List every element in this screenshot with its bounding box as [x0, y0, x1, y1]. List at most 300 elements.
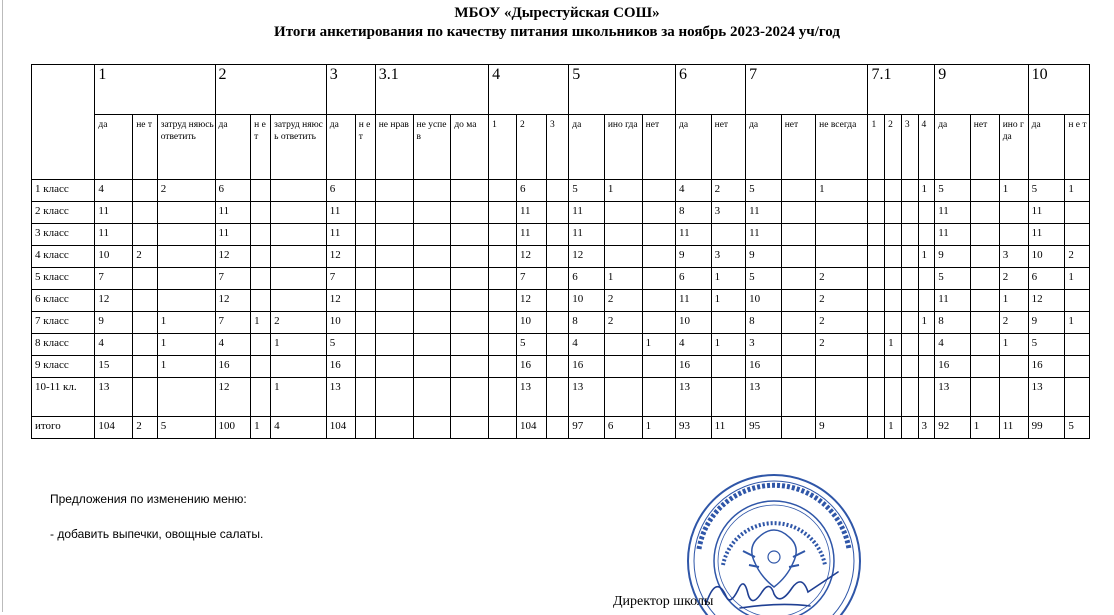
table-cell: [271, 224, 327, 246]
table-cell: 13: [326, 378, 355, 417]
table-cell: 8: [676, 202, 712, 224]
table-cell: 1: [251, 312, 271, 334]
table-cell: [970, 334, 999, 356]
table-cell: 13: [935, 378, 971, 417]
table-cell: 2: [816, 290, 868, 312]
table-cell: 13: [1028, 378, 1065, 417]
table-cell: [251, 202, 271, 224]
table-cell: [711, 378, 745, 417]
table-cell: [355, 224, 375, 246]
table-cell: 11: [1028, 202, 1065, 224]
table-cell: [885, 224, 902, 246]
table-cell: [157, 246, 215, 268]
table-cell: 11: [746, 224, 782, 246]
table-cell: [375, 417, 413, 439]
table-cell: 4: [569, 334, 605, 356]
table-cell: [781, 334, 815, 356]
table-cell: [604, 224, 642, 246]
class-row: [32, 334, 1090, 356]
answer-option-header: не всегда: [816, 115, 868, 180]
table-cell: 104: [516, 417, 546, 439]
table-cell: [781, 312, 815, 334]
table-cell: [133, 224, 157, 246]
table-cell: [885, 356, 902, 378]
table-cell: [413, 334, 451, 356]
table-cell: [918, 268, 935, 290]
table-cell: 4: [676, 334, 712, 356]
table-cell: [816, 378, 868, 417]
table-cell: [711, 224, 745, 246]
table-cell: 1: [642, 417, 675, 439]
table-cell: 1: [1065, 268, 1090, 290]
table-cell: 1: [1065, 312, 1090, 334]
table-cell: [711, 356, 745, 378]
table-cell: [868, 312, 885, 334]
table-cell: [901, 224, 918, 246]
table-cell: [781, 224, 815, 246]
table-cell: [1065, 202, 1090, 224]
table-cell: [157, 290, 215, 312]
answer-option-header: нет: [642, 115, 675, 180]
table-cell: 11: [1028, 224, 1065, 246]
table-cell: 1: [251, 417, 271, 439]
table-cell: [901, 378, 918, 417]
table-cell: [355, 180, 375, 202]
table-cell: [901, 312, 918, 334]
table-cell: 93: [676, 417, 712, 439]
answer-option-header: нет: [781, 115, 815, 180]
table-cell: 7: [215, 312, 251, 334]
table-cell: 10: [1028, 246, 1065, 268]
table-cell: [489, 180, 517, 202]
table-cell: [375, 356, 413, 378]
table-cell: 6: [516, 180, 546, 202]
table-cell: [251, 334, 271, 356]
table-cell: [451, 356, 489, 378]
table-cell: [451, 417, 489, 439]
table-cell: 11: [326, 202, 355, 224]
table-cell: 4: [935, 334, 971, 356]
table-cell: [781, 246, 815, 268]
table-cell: 11: [95, 202, 133, 224]
table-cell: [451, 246, 489, 268]
answer-option-header: да: [935, 115, 971, 180]
table-cell: [451, 224, 489, 246]
table-cell: [970, 202, 999, 224]
table-cell: [355, 290, 375, 312]
table-cell: 7: [516, 268, 546, 290]
table-cell: [133, 268, 157, 290]
table-cell: [133, 202, 157, 224]
table-cell: [970, 180, 999, 202]
table-cell: [781, 378, 815, 417]
table-cell: [413, 378, 451, 417]
table-cell: 11: [215, 224, 251, 246]
table-cell: 11: [676, 224, 712, 246]
answer-option-header: да: [326, 115, 355, 180]
table-cell: 12: [215, 290, 251, 312]
table-cell: [918, 356, 935, 378]
table-cell: 12: [569, 246, 605, 268]
table-cell: 11: [676, 290, 712, 312]
table-cell: 9: [816, 417, 868, 439]
table-cell: [157, 224, 215, 246]
table-cell: 1: [816, 180, 868, 202]
table-cell: [970, 268, 999, 290]
table-cell: 1: [157, 312, 215, 334]
table-cell: 5: [157, 417, 215, 439]
row-label: 1 класс: [32, 180, 95, 202]
table-cell: 1: [604, 268, 642, 290]
table-cell: [604, 334, 642, 356]
class-row: [32, 356, 1090, 378]
table-cell: [413, 356, 451, 378]
table-cell: [489, 268, 517, 290]
table-cell: [375, 312, 413, 334]
table-cell: [451, 378, 489, 417]
question-group-header: 6: [676, 65, 746, 115]
table-cell: [413, 180, 451, 202]
table-cell: 11: [215, 202, 251, 224]
table-cell: [489, 378, 517, 417]
answer-option-header: да: [95, 115, 133, 180]
table-cell: [271, 180, 327, 202]
table-cell: [642, 224, 675, 246]
answer-option-header: затруд няюсь ответить: [271, 115, 327, 180]
table-cell: 5: [1065, 417, 1090, 439]
table-cell: [781, 202, 815, 224]
table-cell: [375, 246, 413, 268]
table-cell: 2: [999, 268, 1028, 290]
table-cell: [546, 246, 568, 268]
table-cell: [375, 180, 413, 202]
table-cell: [816, 246, 868, 268]
table-cell: [918, 202, 935, 224]
table-cell: [885, 202, 902, 224]
table-cell: [1065, 378, 1090, 417]
table-cell: [781, 290, 815, 312]
table-cell: [546, 356, 568, 378]
table-cell: [375, 268, 413, 290]
school-name: МБОУ «Дырестуйская СОШ»: [454, 5, 660, 21]
table-cell: 11: [95, 224, 133, 246]
answer-option-header: да: [1028, 115, 1065, 180]
table-cell: [451, 202, 489, 224]
table-cell: 2: [604, 290, 642, 312]
table-cell: [271, 268, 327, 290]
table-cell: 11: [326, 224, 355, 246]
table-cell: 11: [935, 202, 971, 224]
table-cell: 16: [569, 356, 605, 378]
answer-option-header: н е т: [251, 115, 271, 180]
table-cell: [970, 378, 999, 417]
table-cell: [781, 356, 815, 378]
table-cell: 92: [935, 417, 971, 439]
table-cell: [451, 290, 489, 312]
table-cell: [489, 356, 517, 378]
answer-option-header: 2: [516, 115, 546, 180]
table-cell: 12: [516, 246, 546, 268]
table-cell: 6: [676, 268, 712, 290]
table-cell: [451, 334, 489, 356]
table-cell: [133, 378, 157, 417]
table-cell: 1: [999, 334, 1028, 356]
table-cell: [918, 224, 935, 246]
table-cell: [375, 224, 413, 246]
answer-option-header: нет: [970, 115, 999, 180]
answer-option-header: да: [569, 115, 605, 180]
table-cell: [546, 378, 568, 417]
table-cell: 12: [326, 246, 355, 268]
table-cell: [251, 246, 271, 268]
table-cell: [355, 268, 375, 290]
table-cell: [970, 224, 999, 246]
table-cell: 11: [935, 224, 971, 246]
table-cell: 5: [935, 180, 971, 202]
question-group-header: 5: [569, 65, 676, 115]
table-cell: [251, 378, 271, 417]
table-cell: [413, 202, 451, 224]
table-cell: 10: [326, 312, 355, 334]
table-cell: [451, 312, 489, 334]
table-cell: [271, 246, 327, 268]
table-cell: [885, 246, 902, 268]
table-cell: 1: [1065, 180, 1090, 202]
answer-option-header: н е т: [355, 115, 375, 180]
table-cell: 16: [516, 356, 546, 378]
table-cell: 5: [516, 334, 546, 356]
table-cell: 6: [215, 180, 251, 202]
row-label: 6 класс: [32, 290, 95, 312]
table-cell: 1: [711, 290, 745, 312]
table-cell: [251, 224, 271, 246]
table-cell: 12: [516, 290, 546, 312]
table-cell: [546, 290, 568, 312]
table-cell: [489, 312, 517, 334]
table-cell: 11: [516, 202, 546, 224]
table-cell: [868, 224, 885, 246]
table-cell: [885, 312, 902, 334]
table-cell: 13: [569, 378, 605, 417]
table-cell: [451, 268, 489, 290]
question-group-header: 10: [1028, 65, 1089, 115]
table-cell: 13: [676, 378, 712, 417]
table-cell: [711, 312, 745, 334]
table-cell: [901, 246, 918, 268]
table-cell: 16: [215, 356, 251, 378]
table-cell: 10: [95, 246, 133, 268]
row-label: 7 класс: [32, 312, 95, 334]
table-cell: 5: [569, 180, 605, 202]
table-cell: 9: [676, 246, 712, 268]
table-cell: [901, 290, 918, 312]
table-cell: 3: [918, 417, 935, 439]
table-cell: [901, 334, 918, 356]
director-signature: [700, 570, 860, 612]
table-cell: 2: [711, 180, 745, 202]
class-row: [32, 268, 1090, 290]
answer-option-header: 1: [489, 115, 517, 180]
answer-option-header: не успев: [413, 115, 451, 180]
row-label: 4 класс: [32, 246, 95, 268]
table-cell: [271, 290, 327, 312]
row-label: итого: [32, 417, 95, 439]
table-cell: 95: [746, 417, 782, 439]
class-row: [32, 290, 1090, 312]
table-cell: 1: [918, 246, 935, 268]
table-cell: [1065, 334, 1090, 356]
class-row: [32, 180, 1090, 202]
table-cell: [546, 334, 568, 356]
table-cell: [868, 202, 885, 224]
table-cell: 2: [816, 312, 868, 334]
table-cell: 2: [157, 180, 215, 202]
table-cell: 12: [326, 290, 355, 312]
table-cell: 8: [569, 312, 605, 334]
table-cell: [918, 334, 935, 356]
table-cell: 97: [569, 417, 605, 439]
table-cell: 1: [918, 180, 935, 202]
table-cell: [413, 224, 451, 246]
table-cell: [868, 378, 885, 417]
table-corner-cell: [32, 65, 95, 180]
table-cell: 9: [935, 246, 971, 268]
table-cell: 10: [676, 312, 712, 334]
table-cell: 13: [95, 378, 133, 417]
table-cell: 1: [642, 334, 675, 356]
table-cell: 9: [1028, 312, 1065, 334]
table-cell: 7: [326, 268, 355, 290]
table-cell: [157, 202, 215, 224]
menu-suggestion-item: - добавить выпечки, овощные салаты.: [50, 527, 264, 541]
answer-option-header: 4: [918, 115, 935, 180]
table-cell: [816, 356, 868, 378]
class-row: [32, 378, 1090, 417]
table-cell: [642, 268, 675, 290]
table-cell: 13: [746, 378, 782, 417]
table-cell: 8: [746, 312, 782, 334]
table-cell: 12: [95, 290, 133, 312]
row-label: 2 класс: [32, 202, 95, 224]
table-cell: [375, 334, 413, 356]
table-cell: 12: [1028, 290, 1065, 312]
question-group-header: 7: [746, 65, 868, 115]
answer-option-header: 1: [868, 115, 885, 180]
table-cell: 16: [1028, 356, 1065, 378]
table-cell: [781, 417, 815, 439]
table-cell: 6: [326, 180, 355, 202]
table-cell: [642, 246, 675, 268]
table-cell: [355, 334, 375, 356]
table-cell: [375, 202, 413, 224]
table-cell: [642, 202, 675, 224]
table-cell: 15: [95, 356, 133, 378]
answer-option-header: ино гда: [604, 115, 642, 180]
table-cell: 6: [1028, 268, 1065, 290]
table-cell: 3: [746, 334, 782, 356]
table-cell: [251, 290, 271, 312]
row-label: 8 класс: [32, 334, 95, 356]
table-cell: [413, 268, 451, 290]
table-cell: [901, 202, 918, 224]
table-cell: [355, 356, 375, 378]
table-cell: [413, 312, 451, 334]
table-cell: 3: [711, 246, 745, 268]
question-group-header: 7.1: [868, 65, 935, 115]
page-edge-line: [2, 0, 3, 612]
table-cell: 13: [516, 378, 546, 417]
table-cell: 10: [569, 290, 605, 312]
table-cell: 4: [95, 334, 133, 356]
answer-option-header: затруд няюсь ответить: [157, 115, 215, 180]
table-cell: 5: [746, 268, 782, 290]
table-cell: [868, 417, 885, 439]
table-cell: 5: [1028, 180, 1065, 202]
table-cell: [451, 180, 489, 202]
table-cell: 12: [215, 246, 251, 268]
table-cell: 16: [746, 356, 782, 378]
menu-suggestions-heading: Предложения по изменению меню:: [50, 492, 247, 506]
table-cell: [642, 180, 675, 202]
table-cell: [355, 202, 375, 224]
table-cell: [999, 202, 1028, 224]
table-cell: [546, 268, 568, 290]
table-cell: 5: [935, 268, 971, 290]
table-cell: [489, 224, 517, 246]
table-cell: [642, 356, 675, 378]
table-cell: [918, 378, 935, 417]
table-cell: 11: [569, 224, 605, 246]
table-cell: 1: [885, 334, 902, 356]
answer-option-header: 3: [546, 115, 568, 180]
table-cell: [413, 246, 451, 268]
table-cell: 16: [676, 356, 712, 378]
survey-results-table: [31, 64, 1090, 439]
question-group-header: 1: [95, 65, 215, 115]
table-cell: [546, 417, 568, 439]
table-cell: 16: [326, 356, 355, 378]
class-row: [32, 246, 1090, 268]
table-cell: [489, 334, 517, 356]
table-cell: [355, 378, 375, 417]
table-cell: [868, 180, 885, 202]
question-group-header: 3.1: [375, 65, 488, 115]
table-cell: [816, 202, 868, 224]
table-cell: [604, 202, 642, 224]
table-cell: 10: [746, 290, 782, 312]
table-cell: 6: [569, 268, 605, 290]
table-cell: [901, 180, 918, 202]
table-cell: 3: [999, 246, 1028, 268]
table-cell: [489, 417, 517, 439]
row-label: 9 класс: [32, 356, 95, 378]
table-cell: 16: [935, 356, 971, 378]
table-cell: 1: [271, 378, 327, 417]
table-cell: 1: [604, 180, 642, 202]
table-cell: 6: [604, 417, 642, 439]
table-cell: [781, 180, 815, 202]
table-cell: 11: [711, 417, 745, 439]
table-cell: [885, 180, 902, 202]
table-cell: 7: [215, 268, 251, 290]
table-cell: [133, 290, 157, 312]
answer-option-header: 3: [901, 115, 918, 180]
table-cell: [355, 246, 375, 268]
table-cell: [999, 356, 1028, 378]
table-cell: 10: [516, 312, 546, 334]
table-cell: [413, 290, 451, 312]
table-cell: [251, 180, 271, 202]
